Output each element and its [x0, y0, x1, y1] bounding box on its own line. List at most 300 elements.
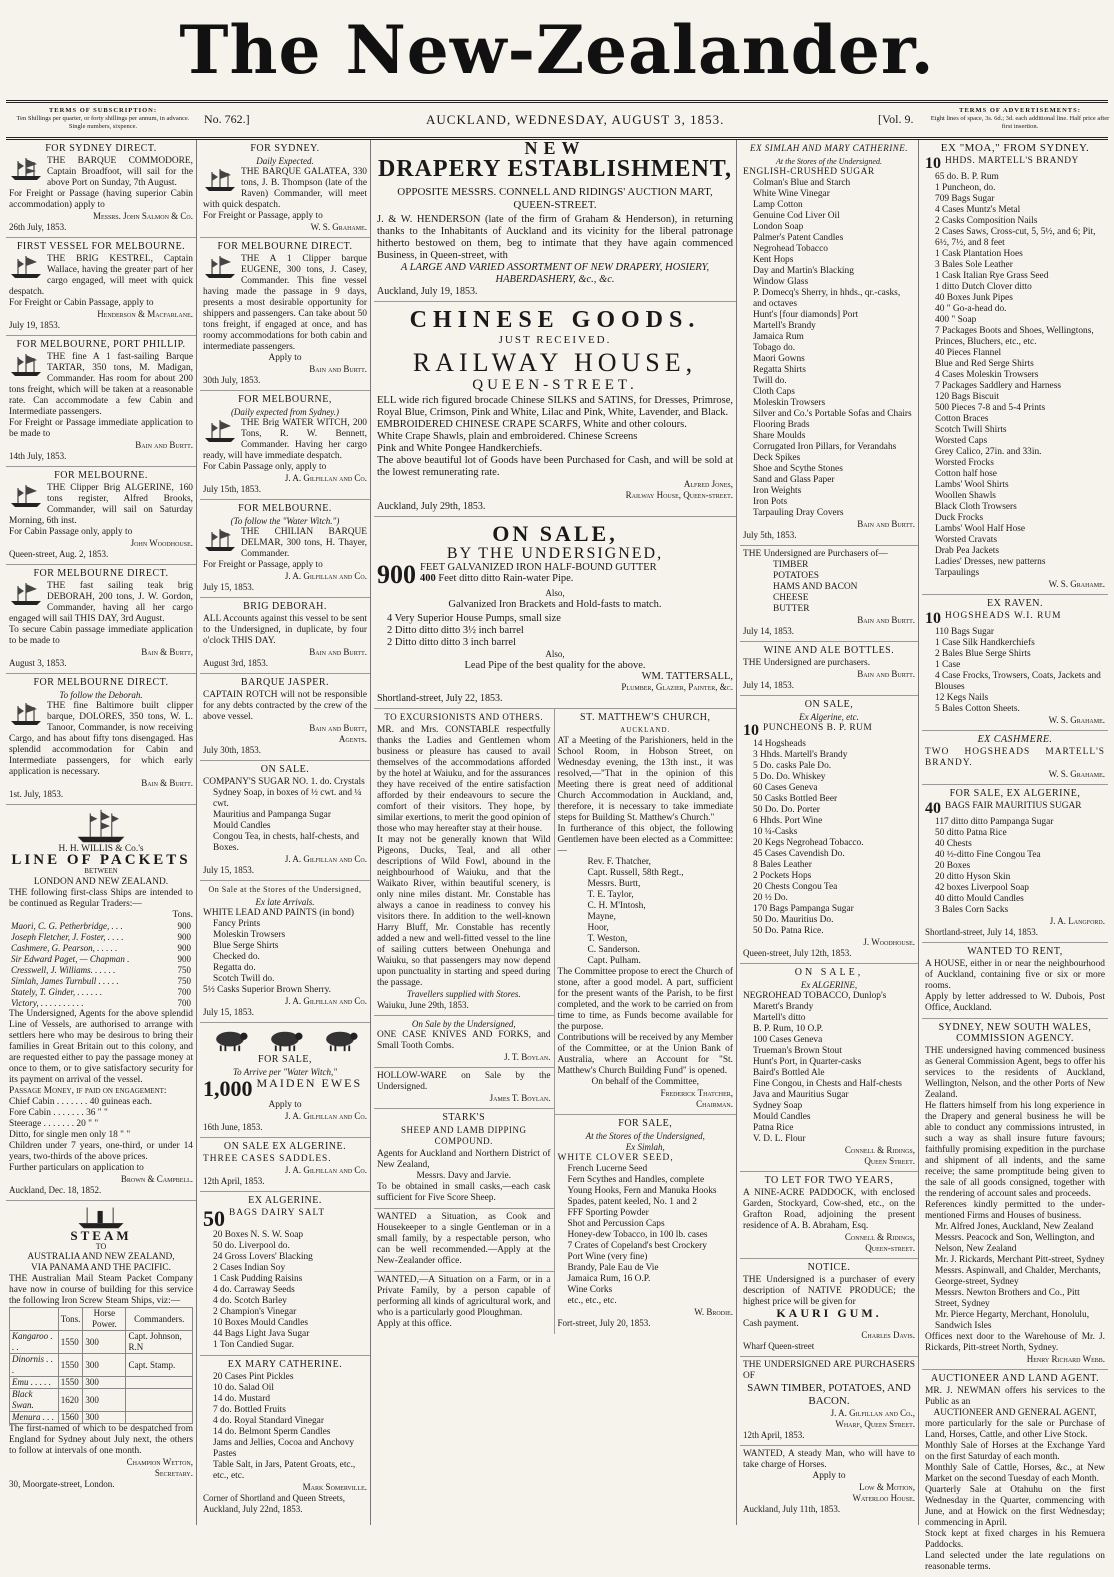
table-row [9, 998, 193, 1009]
goods-list [925, 172, 1105, 579]
list-item: White Wine Vinegar [753, 189, 830, 199]
sheep-icon [265, 1028, 305, 1052]
list-item: B. P. Rum, 10 O.P. [753, 1024, 824, 1034]
list-item: Hunt's Port, in Quarter-casks [753, 1057, 862, 1067]
ad-puncheons-rum: ON SALE, Ex Algerine, etc. 10 PUNCHEONS B. P. RUM 14 Hogsheads 3 Hhds. Martell's Brandy 5 Do. casks Pale Do. 5 Do. Do. Whiskey 60 Cases Geneva 50 Casks Bottled Beer 50 Do. Do. Porter 6 Hhds. Port Wine 10 ¼-Casks 20 Kegs Negrohead Tobacco. 45 Cases Cavendish Do. 8 Bales Leather 2 Pockets Hops 20 Chests Congou Tea 20 ½ Do. 170 Bags Pampanga Sugar 50 Do. Mauritius Do. 50 Do. Patna Rice. J. Woodhouse. Queen-street, July 12th, 1853. [740, 696, 918, 964]
list-item: 2 Bales Blue Serge Shirts [935, 649, 1031, 659]
list-item: TIMBER [773, 560, 809, 570]
goods-list [925, 627, 1105, 715]
list-item: Blue and Red Serge Shirts [935, 359, 1034, 369]
list-item: 10 ¼-Casks [753, 827, 798, 837]
list-item: BUTTER [773, 604, 810, 614]
steamship-cmd [126, 1389, 193, 1412]
list-item: POTATOES [773, 571, 819, 581]
list-item: 1 ditto Dutch Clover ditto [935, 282, 1032, 292]
list-item: 50 Do. Do. Porter [753, 805, 820, 815]
list-item: Capt. Pulham. [587, 956, 641, 966]
references-list [925, 1222, 1105, 1332]
list-item: 4 do. Carraway Seeds [213, 1285, 295, 1295]
list-item: Jamaica Rum [753, 332, 804, 342]
list-item: Maori Gowns [753, 354, 805, 364]
steamship-name: Menura . . . [10, 1412, 59, 1424]
list-item: 7 do. Bottled Fruits [213, 1405, 286, 1415]
steamship-tons: 1550 [58, 1377, 83, 1389]
ship-name: Stately, T. Ginder, . . . . . . [11, 987, 103, 997]
list-item: 7 Crates of Copeland's best Crockery [567, 1241, 707, 1251]
list-item: 20 ½ Do. [753, 893, 788, 903]
list-item: 14 do. Belmont Sperm Candles [213, 1427, 331, 1437]
list-item: 44 Bags Light Java Sugar [213, 1329, 310, 1339]
list-item: Palmer's Patent Candles [753, 233, 844, 243]
list-item: Worsted Caps [935, 436, 988, 446]
list-item: 2 Pockets Hops [753, 871, 812, 881]
ad-wine-ale-bottles: WINE AND ALE BOTTLES. THE Undersigned are purchasers. Bain and Burtt. July 14, 1853. [740, 642, 918, 696]
list-item: 50 Casks Bottled Beer [753, 794, 838, 804]
list-item: 2 Ditto ditto ditto 3½ inch barrel [387, 625, 524, 636]
masthead-title: The New-Zealander. [179, 11, 935, 89]
list-item: 117 ditto ditto Pampanga Sugar [935, 817, 1054, 827]
goods-list [203, 1230, 367, 1351]
list-item: 1 Cask Plantation Hoes [935, 249, 1023, 259]
list-item: 2 Cases Saws, Cross-cut, 5, 5½, and 6; Pit, 6½, 7½, and 8 feet [935, 227, 1096, 248]
list-item: London Soap [753, 222, 804, 232]
list-item: Iron Pots [753, 497, 788, 507]
ship-tons: 750 [177, 976, 191, 986]
list-item: 50 Do. Patna Rice. [753, 926, 824, 936]
ad-barque-jasper: BARQUE JASPER. CAPTAIN ROTCH will not be responsible for any debts contracted by the crew of the above vessel. Bain and Burtt, Agents. July 30th, 1853. [200, 674, 370, 761]
list-item: V. D. L. Flour [753, 1134, 806, 1144]
list-item: Tobago do. [753, 343, 796, 353]
list-item: Mr. Alfred Jones, Auckland, New Zealand [935, 1222, 1094, 1232]
list-item: 50 Do. Mauritius Do. [753, 915, 834, 925]
list-item: Flooring Brads [753, 420, 810, 430]
list-item: 10 do. Salad Oil [213, 1383, 274, 1393]
list-item: 1 Ton Candied Sugar. [213, 1340, 294, 1350]
list-item: 2 Casks Composition Nails [935, 216, 1038, 226]
column-5 [922, 140, 1108, 1572]
sheep-illustration [203, 1028, 367, 1052]
list-item: 65 do. B. P. Rum [935, 172, 999, 182]
list-item: Rev. F. Thatcher, [587, 857, 651, 867]
steamship-tons: 1550 [58, 1354, 83, 1377]
goods-list [743, 178, 915, 519]
list-item: Martell's ditto [753, 1013, 806, 1023]
list-item: Blue Serge Shirts [213, 941, 279, 951]
list-item: 40 Chests [935, 839, 972, 849]
list-item: Marett's Brandy [753, 1002, 814, 1012]
list-item: HAMS AND BACON [773, 582, 858, 592]
steamship-name: Black Swan. [10, 1389, 59, 1412]
ad-sydney-direct: FOR SYDNEY DIRECT. THE BARQUE COMMODORE, Captain Broadfoot, will sail for the above Port on Sunday, 7th August. For Freight or Passage (having superior Cabin accommodation) apply to Messrs. John Salmon & Co. 26th July, 1853. [6, 140, 196, 238]
ad-ex-raven: EX RAVEN. 10 HOGSHEADS W.I. RUM 110 Bags Sugar 1 Case Silk Handkerchiefs 2 Bales Blue Serge Shirts 1 Case 4 Case Frocks, Trowsers, Coats, Jackets and Blouses 12 Kegs Nails 5 Bales Cotton Sheets. W. S. Grahame. [922, 595, 1108, 731]
list-item: 12 Kegs Nails [935, 693, 989, 703]
ad-wanted-steady-man: WANTED, A steady Man, who will have to take charge of Horses. Apply to Low & Motion, Waterloo House. Auckland, July 11th, 1853. [743, 1449, 915, 1514]
list-item: Jams and Jellies, Cocoa and Anchovy Pastes [213, 1438, 355, 1459]
advertisement-terms: TERMS OF ADVERTISEMENTS: Eight lines of space, 3s. 6d.; 3d. each additional line. Half price after first insertion. [930, 107, 1110, 130]
ad-wanted-to-rent: WANTED TO RENT, A HOUSE, either in or near the neighbourhood of Auckland, containing five or six or more rooms. Apply by letter addressed to W. Dubois, Post Office, Auckland. [922, 943, 1108, 1019]
ad-maiden-ewes: FOR SALE, To Arrive per "Water Witch," 1,000 MAIDEN EWES Apply to J. A. Gilfillan and Co. 16th June, 1853. [200, 1023, 370, 1138]
table-row [9, 943, 193, 954]
steamship-name: Dinornis . . . [10, 1354, 59, 1377]
ad-wanted-cook: WANTED a Situation, as Cook and Housekeeper to a single Gentleman or in a small family, by a respectable person, who can be well recommended.—Apply at the New-Zealander office. [374, 1209, 554, 1272]
ship-icon [9, 156, 43, 182]
ship-icon [203, 418, 237, 444]
ad-commission-agency: SYDNEY, NEW SOUTH WALES, COMMISSION AGENCY. THE undersigned having commenced business as General Commission Agent, begs to offer his services to the residents of Auckland, Wellington, Nelson, and the other Ports of New Zealand. He flatters himself from his long experience in the Drapery and general business he will be able to conduct any commissions intrusted, in such a way as shall insure future favours; faithfully promising expedition in the purchase and shipment of all indents, and the same receive; the same promptitude being given to the sale of all goods consigned, together with the rendering of account sales and proceeds. References kindly permitted to the under-mentioned Firms and Houses of business. Mr. Alfred Jones, Auckland, New Zealand Messrs. Peacock and Son, Wellington, and Nelson, New Zealand Mr. J. Rickards, Merchant Pitt-street, Sydney Messrs. Aspinwall, and Chalder, Merchants, George-street, Sydney Messrs. Newton Brothers and Co., Pitt Street, Sydney Mr. Pierce Hegarty, Merchant, Honolulu, Sandwich Isles Offices next door to the Warehouse of Mr. J. Rickards, Pitt-street North, Sydney. Henry Richard Webb. [922, 1019, 1108, 1370]
ship-name: Victory, . . . . . . . . . . [11, 998, 84, 1008]
list-item: Day and Martin's Blacking [753, 266, 854, 276]
list-item: 4 Very Superior House Pumps, small size [387, 613, 561, 624]
list-item: 4 Case Frocks, Trowsers, Coats, Jackets and Blouses [935, 671, 1101, 692]
list-item: Trueman's Brown Stout [753, 1046, 842, 1056]
list-item: 10 Boxes Mould Candles [213, 1318, 309, 1328]
ad-ex-cashmere: EX CASHMERE. TWO HOGSHEADS MARTELL'S BRANDY. W. S. Grahame. [922, 731, 1108, 785]
ship-icon [9, 701, 43, 727]
list-item: T. Weston, [587, 934, 628, 944]
steamship-name: Emu . . . . . [10, 1377, 59, 1389]
list-item: Colman's Blue and Starch [753, 178, 851, 188]
goods-list [203, 1372, 367, 1482]
list-item: 3 Bales Corn Sacks [935, 905, 1009, 915]
list-item: Woollen Shawls [935, 491, 996, 501]
list-item: Share Moulds [753, 431, 806, 441]
list-item: 2 Cases Indian Soy [213, 1263, 286, 1273]
steamship-cmd: Capt. Stamp. [126, 1354, 193, 1377]
steamship-name: Kangaroo . . . [10, 1331, 59, 1354]
goods-list [743, 739, 915, 937]
list-item: C. Sanderson. [587, 945, 640, 955]
list-item: Mould Candles [213, 821, 271, 831]
ship-name: Cashmere, G. Pearson, . . . . . [11, 943, 118, 953]
ship-icon [203, 167, 237, 193]
ad-water-witch: FOR MELBOURNE, (Daily expected from Sydney.) THE Brig WATER WITCH, 200 Tons, R. W. Bennett, Commander. Having her cargo ready, will have immediate despatch. For Cabin Passage only, apply to J. A. Gilfillan and Co. July 15th, 1853. [200, 391, 370, 500]
list-item: 45 Cases Cavendish Do. [753, 849, 845, 859]
list-item: Tarpaulings [935, 568, 980, 578]
list-item: Mould Candles [753, 1112, 811, 1122]
ad-algerine: FOR MELBOURNE. THE Clipper Brig ALGERINE, 160 tons register, Alfred Brooks, Commander, will sail on Saturday Morning, 6th inst. For Cabin Passage only, apply to John Woodhouse. Queen-street, Aug. 2, 1853. [6, 467, 196, 565]
ship-name: Sir Edward Paget, — Chapman . [11, 954, 130, 964]
ad-knives-forks: On Sale by the Undersigned, ONE CASE KNIVES AND FORKS, and Small Tooth Combs. J. T. Boylan. [374, 1016, 554, 1068]
steamship-tons: 1550 [58, 1331, 83, 1354]
ship-icon [203, 527, 237, 553]
steamship-hp: 300 [83, 1354, 126, 1377]
ship-icon [9, 352, 43, 378]
sheep-icon [320, 1028, 360, 1052]
steamship-hp: 300 [83, 1389, 126, 1412]
table-row [9, 987, 193, 998]
list-item: 50 ditto Patna Rice [935, 828, 1007, 838]
list-item: Moleskin Trowsers [213, 930, 286, 940]
table-row [9, 965, 193, 976]
ad-auctioneer: AUCTIONEER AND LAND AGENT. MR. J. NEWMAN offers his services to the Public as an AUCTIONEER AND GENERAL AGENT, more particularly for the sale or Purchase of Land, Horses, Cattle, and other Live Stock. Monthly Sale of Horses at the Exchange Yard on the first Saturday of each month. Monthly Sale of Cattle, Horses, &c., at New Market on the second Tuesday of each Month. Quarterly Sale at Otahuhu on the first Wednesday in the Quarter, commencing with June, and at Howick on the first Wednesday; commencing in April. Stock kept at fixed charges in his Remuera Paddocks. Land selected under the late regulations on reasonable terms. [925, 1373, 1105, 1572]
steamship-tons: 1560 [58, 1412, 83, 1424]
ship-tons: 900 [177, 921, 191, 931]
ship-name: Joseph Fletcher, J. Foster, . . . . [11, 932, 124, 942]
list-item: Drab Pea Jackets [935, 546, 1000, 556]
volume-number: [Vol. 9. [878, 112, 914, 126]
list-item: Java and Mauritius Sugar [753, 1090, 849, 1100]
list-item: 2 Ditto ditto ditto 3 inch barrel [387, 637, 516, 648]
list-item: 1 Puncheon, do. [935, 183, 996, 193]
ad-tartar: FOR MELBOURNE, PORT PHILLIP. THE fine A 1 fast-sailing Barque TARTAR, 350 tons, M. Madigan, Commander. Has room for about 200 tons freight, which will be taken at a reasonable rate. Can accommodate a few Cabin and Intermediate passengers. For Freight or Passage immediate application to be made to Bain and Burtt. 14th July, 1853. [6, 336, 196, 467]
list-item: 4 do. Scotch Barley [213, 1296, 287, 1306]
table-row [10, 1377, 193, 1389]
list-item: Cotton half hose [935, 469, 997, 479]
list-item: 4 Cases Moleskin Trowsers [935, 370, 1039, 380]
subscription-terms: TERMS OF SUBSCRIPTION: Ten Shillings per quarter, or forty shillings per annum, in advance. Single numbers, sixpence. [16, 107, 190, 130]
steamship-hp: 300 [83, 1377, 126, 1389]
info-bar [6, 100, 1108, 140]
ad-drapery-establishment: NEW DRAPERY ESTABLISHMENT, OPPOSITE MESSRS. CONNELL AND RIDINGS' AUCTION MART, QUEEN-STREET. J. & W. HENDERSON (late of the firm of Graham & Henderson), in returning thanks to the Inhabitants of Auckland and its vicinity for the liberal patronage hitherto bestowed on them, beg to intimate that they have again commenced Business, in Queen-street, with A LARGE AND VARIED ASSORTMENT OF NEW DRAPERY, HOSIERY, HABERDASHERY, &c., &c. Auckland, July 19, 1853. [374, 140, 736, 302]
table-row [9, 976, 193, 987]
list-item: Regatta Shirts [753, 365, 806, 375]
steamship-tons: 1620 [58, 1389, 83, 1412]
ship-tons: 700 [177, 998, 191, 1008]
list-item: 1 Cask Italian Rye Grass Seed [935, 271, 1049, 281]
list-item: Worsted Frocks [935, 458, 994, 468]
ad-kestrel: FIRST VESSEL FOR MELBOURNE. THE BRIG KESTREL, Captain Wallace, having the greater part of her cargo engaged, will meet with quick despatch. For Freight or Cabin Passage, apply to Henderson & Macfarlane. July 19, 1853. [6, 238, 196, 336]
list-item: Window Glass [753, 277, 809, 287]
ad-excursionists: TO EXCURSIONISTS AND OTHERS. MR. and Mrs. CONSTABLE respectfully thanks the Ladies and Gentlemen whom business or pleasure has caused to avail themselves of the accommodations afforded by the hotel at Waiuku, and for the assurances they have received of the entire satisfaction afforded by their endeavours to secure the comfort of their visitors. They hope, by similar exertions, to merit the good opinion of those who may hereafter stay at their house. It may not be generally known that Wild Pigeons, Ducks, Teal, and all other descriptions of Wild Fowl, abound in the neighbourhood of Waiuku, and that the Waikato River, within beautiful scenery, is only nine miles distant. Mr. Constable has always a canoe in readiness to convey his visitors there. In addition to the well-known Harry Bluff, Mr. Constable has recently added a new and well-fitted vessel to the line of sailing cutters between Onehunga and Waiuku, so that passengers may now depend upon punctuality in starting and speed during the passage. Travellers supplied with Stores. Waiuku, June 29th, 1853. [374, 709, 554, 1016]
list-item: 170 Bags Pampanga Sugar [753, 904, 854, 914]
list-item: 3 Hhds. Martell's Brandy [753, 750, 848, 760]
list-item: 50 do. Liverpool do. [213, 1241, 290, 1251]
list-item: Honey-dew Tobacco, in 100 lb. cases [567, 1230, 708, 1240]
list-item: Twill do. [753, 376, 787, 386]
ship-icon [9, 483, 43, 509]
list-item: 40 ditto Mould Candles [935, 894, 1024, 904]
list-item: 40 " Go-a-head do. [935, 304, 1007, 314]
ship-icon [203, 254, 237, 280]
list-item: 1 Case [935, 660, 961, 670]
goods-list [743, 560, 915, 615]
column-3-right [555, 709, 737, 1334]
goods-list [558, 1164, 734, 1307]
fares-list [9, 1097, 193, 1141]
steamship-hp: 300 [83, 1331, 126, 1354]
steamship-icon [71, 1204, 131, 1230]
list-item: 20 ditto Hyson Skin [935, 872, 1011, 882]
fare-line: Fore Cabin . . . . . . . 36 " " [9, 1108, 108, 1118]
steamship-cmd: Capt. Johnson, R.N [126, 1331, 193, 1354]
ad-purchasers-timber: THE Undersigned are Purchasers of— TIMBER POTATOES HAMS AND BACON CHEESE BUTTER Bain and Burtt. July 14, 1853. [740, 546, 918, 642]
list-item: Kent Hops [753, 255, 794, 265]
ad-notice-kauri-gum: NOTICE. THE Undersigned is a purchaser of every description of NATIVE PRODUCE; the highest price will be given for KAURI GUM. Cash payment. Charles Davis. Wharf Queen-street [740, 1259, 918, 1357]
list-item: 5 Do. casks Pale Do. [753, 761, 832, 771]
table-row [10, 1354, 193, 1377]
list-item: Congou Tea, in chests, half-chests, and Boxes. [213, 832, 360, 853]
sailing-ship-icon [71, 808, 131, 844]
list-item: Sydney Soap [753, 1101, 803, 1111]
list-item: Wine Corks [567, 1285, 613, 1295]
column-1 [6, 140, 197, 1525]
list-item: Scotch Twill Shirts [935, 425, 1007, 435]
list-item: Lambs' Wool Shirts [935, 480, 1009, 490]
list-item: 3 Bales Sole Leather [935, 260, 1013, 270]
column-3-left [374, 709, 555, 1334]
ad-clover-seed: FOR SALE, At the Stores of the Undersigned, Ex Simlah, WHITE CLOVER SEED, French Lucerne Seed Fern Scythes and Handles, complete Young Hooks, Fern and Manuka Hooks Spades, patent keeled, No. 1 and 2 FFF Sporting Powder Shot and Percussion Caps Honey-dew Tobacco, in 100 lb. cases 7 Crates of Copeland's best Crockery Port Wine (very fine) Brandy, Pale Eau de Vie Jamaica Rum, 16 O.P. Wine Corks etc., etc., etc. W. Brodie. Fort-street, July 20, 1853. [557, 1118, 733, 1328]
list-item: T. E. Taylor, [587, 890, 634, 900]
list-item: Scotch Twill do. [213, 974, 275, 984]
list-item: CHEESE [773, 593, 809, 603]
fare-line: Steerage . . . . . . . 20 " " [9, 1119, 99, 1129]
list-item: 20 Chests Congou Tea [753, 882, 838, 892]
ad-wanted-farm: WANTED,—A Situation on a Farm, or in a Private Family, by a person capable of performing all kinds of agricultural work, and who is a particularly good Ploughman. Apply at this office. [377, 1275, 551, 1329]
list-item: Worsted Cravats [935, 535, 997, 545]
table-row [9, 921, 193, 932]
list-item: Moleskin Trowsers [753, 398, 826, 408]
list-item: Mr. Pierce Hegarty, Merchant, Honolulu, Sandwich Isles [935, 1310, 1090, 1331]
list-item: C. H. M'Intosh, [587, 901, 646, 911]
table-row [10, 1412, 193, 1424]
list-item: 2 Champion's Vinegar [213, 1307, 297, 1317]
ad-st-matthews-church: ST. MATTHEW'S CHURCH, AUCKLAND. AT a Meeting of the Parishioners, held in the School Room, in Hobson Street, on Wednesday evening, the 13th inst., it was resolved,—"That in the opinion of this Meeting there is great need of additional Church Accommodation in Auckland, and, therefore, it is necessary to take immediate steps for Building St. Matthew's Church." In furtherance of this object, the following Gentlemen have been elected as a Committee:— Rev. F. Thatcher, Capt. Russell, 58th Regt., Messrs. Burtt, T. E. Taylor, C. H. M'Intosh, Mayne, Hoor, T. Weston, C. Sanderson. Capt. Pulham. The Committee propose to erect the Church of stone, after a good model. A part, sufficient for the present wants of the Parish, to be first completed, and the work to be carried on from time to time, as Funds become available for the purpose. Contributions will be received by any Member of the Committee, or at the Union Bank of Australia, where an Account for "St. Matthew's Church Building Fund" is opened. On behalf of the Committee, Frederick Thatcher, Chairman. [555, 709, 737, 1115]
goods-list [743, 1002, 915, 1145]
ad-line-of-packets: H. H. WILLIS & Co.'s LINE OF PACKETS BETWEEN LONDON AND NEW ZEALAND. THE following first-class Ships are intended to be continued as Regular Traders:— Tons. Maori, C. G. Petherbridge, . . . 900 Joseph Fletcher, J. Foster, . . . . 900 Cashmere, G. Pearson, . . . . . 900 Sir Edward Paget, — Chapman . 900 Cresswell, J. Williams. . . . . . 750 Simlah, James Turnbull . . . . . 750 Stately, T. Ginder, . . . . . . 700 Victory, . . . . . . . . . . 700 The Undersigned, Agents for the above splendid Line of Vessels, are authorised to arrange with settlers here who may be desirous to bring their families in Great Britain out to this colony, and are requested either to pay the passage money at once to them, or to give satisfactory security for its payment on arrival of the vessel. Passage Money, if paid on engagement: Chief Cabin . . . . . . . 40 guineas each. Fore Cabin . . . . . . . 36 " " Steerage . . . . . . . 20 " " Ditto, for single men only 18 " " Children under 7 years, one-third, or under 14 years, two-thirds of the above prices. Further particulars on application to Brown & Campbell. Auckland, Dec. 18, 1852. [6, 805, 196, 1201]
ad-mary-catherine: EX MARY CATHERINE. 20 Cases Pint Pickles 10 do. Salad Oil 14 do. Mustard 7 do. Bottled Fruits 4 do. Royal Standard Vinegar 14 do. Belmont Sperm Candles Jams and Jellies, Cocoa and Anchovy Pastes Table Salt, in Jars, Patent Groats, etc., etc., etc. Mark Somerville. Corner of Shortland and Queen Streets, Auckland, July 22nd, 1853. [203, 1359, 367, 1514]
list-item: Black Cloth Trowsers [935, 502, 1017, 512]
list-item: Mayne, [587, 912, 616, 922]
list-item: Deck Spikes [753, 453, 801, 463]
list-item: Shot and Percussion Caps [567, 1219, 665, 1229]
list-item: Spades, patent keeled, No. 1 and 2 [567, 1197, 697, 1207]
list-item: 7 Packages Boots and Shoes, Wellingtons, Princes, Bluchers, etc., etc. [935, 326, 1094, 347]
list-item: Duck Frocks [935, 513, 984, 523]
committee-list [558, 857, 734, 967]
list-item: Martell's Brandy [753, 321, 816, 331]
list-item: Fancy Prints [213, 919, 261, 929]
list-item: 8 Bales Leather [753, 860, 812, 870]
list-item: 40 Pieces Flannel [935, 348, 1002, 358]
list-item: Hunt's [four diamonds] Port [753, 310, 859, 320]
list-item: Silver and Co.'s Portable Sofas and Chairs [753, 409, 912, 419]
ad-chinese-goods: CHINESE GOODS. JUST RECEIVED. RAILWAY HOUSE, QUEEN-STREET. ELL wide rich figured brocade Chinese SILKS and SATINS, for Dresses, Primrose, Royal Blue, Crimson, Pink and White, Lilac and Pink, White, Lavender, and Black. EMBROIDERED CHINESE CRAPE SCARFS, White and other colours. White Crape Shawls, plain and embroidered. Chinese Screens Pink and White Pongee Handkerchiefs. The above beautiful lot of Goods have been Purchased for Cash, and will be sold at the lowest remunerating rate. Alfred Jones, Railway House, Queen-street. Auckland, July 29th, 1853. [374, 302, 736, 517]
list-item: 100 Cases Geneva [753, 1035, 823, 1045]
list-item: 5 Bales Cotton Sheets. [935, 704, 1020, 714]
goods-list [203, 919, 367, 985]
ad-ex-algerine-sugar: FOR SALE, EX ALGERINE, 40 BAGS FAIR MAURITIUS SUGAR 117 ditto ditto Pampanga Sugar 50 ditto Patna Rice 40 Chests 40 ½-ditto Fine Congou Tea 20 Boxes 20 ditto Hyson Skin 42 boxes Liverpool Soap 40 ditto Mould Candles 3 Bales Corn Sacks J. A. Langford. Shortland-street, July 14, 1853. [922, 785, 1108, 943]
list-item: 20 Cases Pint Pickles [213, 1372, 294, 1382]
list-item: French Lucerne Seed [567, 1164, 648, 1174]
list-item: 1 Cask Pudding Raisins [213, 1274, 303, 1284]
list-item: 20 Boxes [935, 861, 971, 871]
list-item: Patna Rice [753, 1123, 794, 1133]
ad-white-lead: On Sale at the Stores of the Undersigned, Ex late Arrivals. WHITE LEAD AND PAINTS (in bond) Fancy Prints Moleskin Trowsers Blue Serge Shirts Checked do. Regatta do. Scotch Twill do. 5½ Casks Superior Brown Sherry. J. A. Gilfillan and Co. July 15, 1853. [200, 881, 370, 1023]
list-item: Regatta do. [213, 963, 256, 973]
list-item: 400 " Soap [935, 315, 977, 325]
list-item: 110 Bags Sugar [935, 627, 995, 637]
list-item: 709 Bags Sugar [935, 194, 995, 204]
list-item: 4 Cases Muntz's Metal [935, 205, 1021, 215]
list-item: Fine Congou, in Chests and Half-chests [753, 1079, 902, 1089]
list-item: 5 Do. Do. Whiskey [753, 772, 826, 782]
list-item: Jamaica Rum, 16 O.P. [567, 1274, 651, 1284]
list-item: 7 Packages Saddlery and Harness [935, 381, 1062, 391]
list-item: Ladies' Dresses, new patterns [935, 557, 1046, 567]
steamship-cmd [126, 1377, 193, 1389]
list-item: Cloth Caps [753, 387, 795, 397]
list-item: 42 boxes Liverpool Soap [935, 883, 1029, 893]
list-item: Grey Calico, 27in. and 33in. [935, 447, 1042, 457]
list-item: FFF Sporting Powder [567, 1208, 649, 1218]
list-item: 1 Case Silk Handkerchiefs [935, 638, 1035, 648]
list-item: 6 Hhds. Port Wine [753, 816, 823, 826]
list-item: etc., etc., etc. [567, 1296, 617, 1306]
list-item: Tarpauling Dray Covers [753, 508, 844, 518]
list-item: 40 ½-ditto Fine Congou Tea [935, 850, 1041, 860]
ad-galatea: FOR SYDNEY. Daily Expected. THE BARQUE GALATEA, 330 tons, J. B. Thompson (late of the Raven) Commander, will meet with quick despatch. For Freight or Passage, apply to W. S. Grahame. [200, 140, 370, 238]
list-item: 20 Kegs Negrohead Tobacco. [753, 838, 864, 848]
fare-line: Chief Cabin . . . . . . . 40 guineas each. [9, 1097, 152, 1107]
ad-ex-moa: EX "MOA," FROM SYDNEY. 10 HHDS. MARTELL'S BRANDY 65 do. B. P. Rum 1 Puncheon, do. 709 Bags Sugar 4 Cases Muntz's Metal 2 Casks Composition Nails 2 Cases Saws, Cross-cut, 5, 5½, and 6; Pit, 6½, 7½, and 8 feet 1 Cask Plantation Hoes 3 Bales Sole Leather 1 Cask Italian Rye Grass Seed 1 ditto Dutch Clover ditto 40 Boxes Junk Pipes 40 " Go-a-head do. 400 " Soap 7 Packages Boots and Shoes, Wellingtons, Princes, Bluchers, etc., etc. 40 Pieces Flannel Blue and Red Serge Shirts 4 Cases Moleskin Trowsers 7 Packages Saddlery and Harness 120 Bags Biscuit 500 Pieces 7-8 and 5-4 Prints Cotton Braces Scotch Twill Shirts Worsted Caps Grey Calico, 27in. and 33in. Worsted Frocks Cotton half hose Lambs' Wool Shirts Woollen Shawls Black Cloth Trowsers Duck Frocks Lambs' Wool Half Hose Worsted Cravats Drab Pea Jackets Ladies' Dresses, new patterns Tarpaulings W. S. Grahame. [922, 140, 1108, 595]
ad-simlah-mary-catherine: EX SIMLAH AND MARY CATHERINE. At the Stores of the Undersigned. ENGLISH-CRUSHED SUGAR Colman's Blue and Starch White Wine Vinegar Lamp Cotton Genuine Cod Liver Oil London Soap Palmer's Patent Candles Negrohead Tobacco Kent Hops Day and Martin's Blacking Window Glass P. Domecq's Sherry, in hhds., qr.-casks, and octaves Hunt's [four diamonds] Port Martell's Brandy Jamaica Rum Tobago do. Maori Gowns Regatta Shirts Twill do. Cloth Caps Moleskin Trowsers Silver and Co.'s Portable Sofas and Chairs Flooring Brads Share Moulds Corrugated Iron Pillars, for Verandahs Deck Spikes Shoe and Scythe Stones Sand and Glass Paper Iron Weights Iron Pots Tarpauling Dray Covers Bain and Burtt. July 5th, 1853. [740, 140, 918, 546]
list-item: Genuine Cod Liver Oil [753, 211, 840, 221]
list-item: Mauritius and Pampanga Sugar [213, 810, 331, 820]
list-item: Table Salt, in Jars, Patent Groats, etc., etc., etc. [213, 1460, 356, 1481]
ship-name: Simlah, James Turnbull . . . . . [11, 976, 119, 986]
ship-name: Maori, C. G. Petherbridge, . . . [11, 921, 123, 931]
table-row [10, 1331, 193, 1354]
list-item: Sand and Glass Paper [753, 475, 835, 485]
table-row [9, 954, 193, 965]
ship-name: Cresswell, J. Williams. . . . . . [11, 965, 116, 975]
fare-line: Ditto, for single men only 18 " " [9, 1130, 131, 1140]
dateline: AUCKLAND, WEDNESDAY, AUGUST 3, 1853. [426, 112, 725, 127]
list-item: Sydney Soap, in boxes of ½ cwt. and ¼ cwt. [213, 788, 362, 809]
sheep-icon [210, 1028, 250, 1052]
ship-icon [9, 254, 43, 280]
list-item: 500 Pieces 7-8 and 5-4 Prints [935, 403, 1046, 413]
list-item: P. Domecq's Sherry, in hhds., qr.-casks, and octaves [753, 288, 901, 309]
list-item: Port Wine (very fine) [567, 1252, 648, 1262]
ad-delmar: FOR MELBOURNE. (To follow the "Water Witch.") THE CHILIAN BARQUE DELMAR, 300 tons, H. Thayer, Commander. For Freight or Passage, apply to J. A. Gilfillan and Co. July 15, 1853. [200, 500, 370, 598]
table-row [9, 932, 193, 943]
list-item: 24 Gross Lovers' Blacking [213, 1252, 313, 1262]
list-item: Messrs. Aspinwall, and Chalder, Merchants, George-street, Sydney [935, 1266, 1101, 1287]
list-item: Young Hooks, Fern and Manuka Hooks [567, 1186, 717, 1196]
fleet-table [9, 921, 193, 1009]
list-item: 120 Bags Biscuit [935, 392, 1000, 402]
column-4 [740, 140, 919, 1525]
ad-company-sugar: ON SALE. COMPANY'S SUGAR NO. 1. do. Crystals Sydney Soap, in boxes of ½ cwt. and ¼ cwt. Mauritius and Pampanga Sugar Mould Candles Congou Tea, in chests, half-chests, and Boxes. J. A. Gilfillan and Co. July 15, 1853. [200, 761, 370, 881]
list-item: Hoor, [587, 923, 609, 933]
ad-brig-deborah: BRIG DEBORAH. ALL Accounts against this vessel to be sent to the Undersigned, in duplicate, by four o'clock THIS DAY. Bain and Burtt. August 3rd, 1853. [200, 598, 370, 674]
steamship-hp: 300 [83, 1412, 126, 1424]
list-item: Messrs. Burtt, [587, 879, 641, 889]
ship-icon [9, 581, 43, 607]
list-item: Iron Weights [753, 486, 802, 496]
list-item: Capt. Russell, 58th Regt., [587, 868, 684, 878]
list-item: Negrohead Tobacco [753, 244, 828, 254]
list-item: 14 Hogsheads [753, 739, 806, 749]
ad-steam: STEAM TO AUSTRALIA AND NEW ZEALAND, VIA PANAMA AND THE PACIFIC. THE Australian Mail Steam Packet Company have now in course of building for this service the following Iron Screw Steam Ships, viz:— Tons. Horse Power. Commanders. Kangaroo . . . 1550 300 Capt. Johnson, R.N Dinornis . . . 1550 300 Capt. Stamp. Emu . . . . . 1550 300 Black Swan. 1620 300 Menura . . . 1560 300 The first-named of which to be despatched from England for Sydney about July next, the others to follow at intervals of one month. Champion Wetton, Secretary. 30, Moorgate-street, London. [6, 1201, 196, 1494]
list-item: Cotton Braces [935, 414, 989, 424]
list-item: 40 Boxes Junk Pipes [935, 293, 1013, 303]
list-item: Lambs' Wool Half Hose [935, 524, 1026, 534]
ship-tons: 900 [177, 943, 191, 953]
list-item: Fern Scythes and Handles, complete [567, 1175, 705, 1185]
column-2 [200, 140, 371, 1525]
goods-list [925, 817, 1105, 916]
ad-dolores: FOR MELBOURNE DIRECT. To follow the Deborah. THE fine Baltimore built clipper barque, DOLORES, 350 tons, W. L. Tanoor, Commander, is now receiving Cargo, and has about fifty tons disengaged. Has splendid accommodation for Cabin and Intermediate passengers, for which early application is necessary. Bain & Burtt. 1st. July, 1853. [6, 674, 196, 805]
goods-list [203, 788, 367, 854]
column-3 [374, 140, 737, 1525]
list-item: Mr. J. Rickards, Merchant Pitt-street, Sydney [935, 1255, 1105, 1265]
ad-dairy-salt: EX ALGERINE. 50 BAGS DAIRY SALT 20 Boxes N. S. W. Soap 50 do. Liverpool do. 24 Gross Lovers' Blacking 2 Cases Indian Soy 1 Cask Pudding Raisins 4 do. Carraway Seeds 4 do. Scotch Barley 2 Champion's Vinegar 10 Boxes Mould Candles 44 Bags Light Java Sugar 1 Ton Candied Sugar. [200, 1192, 370, 1356]
ad-negrohead-tobacco: ON SALE, Ex ALGERINE, NEGROHEAD TOBACCO, Dunlop's Marett's Brandy Martell's ditto B. P. Rum, 10 O.P. 100 Cases Geneva Trueman's Brown Stout Hunt's Port, in Quarter-casks Baird's Bottled Ale Fine Congou, in Chests and Half-chests Java and Mauritius Sugar Sydney Soap Mould Candles Patna Rice V. D. L. Flour Connell & Ridings, Queen Street. [740, 964, 918, 1172]
table-row [10, 1389, 193, 1412]
list-item: Lamp Cotton [753, 200, 803, 210]
ad-hollow-ware: HOLLOW-WARE on Sale by the Undersigned. James T. Boylan. [374, 1068, 554, 1109]
